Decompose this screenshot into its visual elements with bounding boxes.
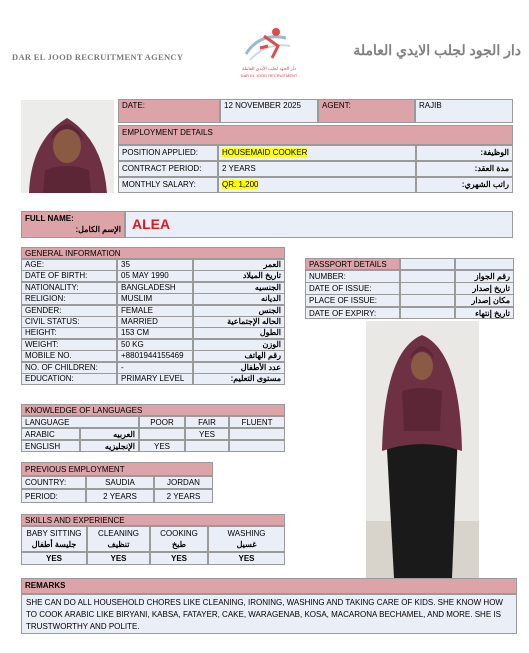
date-value: 12 NOVEMBER 2025 bbox=[220, 99, 318, 123]
general-label-ar: الوزن bbox=[193, 339, 285, 351]
skill-name-ar: تنظيف bbox=[107, 540, 130, 549]
full-name-label-box bbox=[21, 211, 125, 238]
skill-name-ar: طبخ bbox=[172, 540, 186, 549]
employment-value-contract: 2 YEARS bbox=[218, 161, 416, 177]
employment-value-salary bbox=[218, 177, 416, 193]
general-label: NO. OF CHILDREN: bbox=[21, 362, 117, 374]
position-highlight: HOUSEMAID COOKER bbox=[222, 148, 308, 157]
skills-header: SKILLS AND EXPERIENCE bbox=[21, 514, 285, 526]
general-label: GENDER: bbox=[21, 305, 117, 317]
skill-name-en: COOKING bbox=[160, 529, 198, 538]
general-label: WEIGHT: bbox=[21, 339, 117, 351]
passport-header-text: PASSPORT DETAILS bbox=[309, 260, 387, 269]
general-value: BANGLADESH bbox=[117, 282, 193, 294]
lang-col-language: LANGUAGE bbox=[21, 416, 139, 428]
full-name-value: ALEA bbox=[125, 211, 513, 238]
employment-label-contract: CONTRACT PERIOD: bbox=[118, 161, 218, 177]
general-value: 05 MAY 1990 bbox=[117, 270, 193, 282]
lang-level-poor: YES bbox=[139, 440, 185, 452]
agent-value: RAJIB bbox=[415, 99, 513, 123]
general-label: NATIONALITY: bbox=[21, 282, 117, 294]
lang-name-en: ENGLISH bbox=[21, 440, 80, 452]
passport-label-ar: مكان إصدار bbox=[455, 294, 514, 307]
salary-highlight: QR. 1,200 bbox=[222, 180, 259, 189]
general-label-ar: الجنسيه bbox=[193, 282, 285, 294]
lang-col-fair: FAIR bbox=[185, 416, 229, 428]
full-name-label-en: FULL NAME: bbox=[25, 214, 74, 223]
passport-header bbox=[305, 258, 400, 270]
passport-label-ar: تاريخ إصدار bbox=[455, 282, 514, 295]
employment-label-salary: MONTHLY SALARY: bbox=[118, 177, 218, 193]
general-label-ar: الحاله الإجتماعية bbox=[193, 316, 285, 328]
general-value: 153 CM bbox=[117, 327, 193, 339]
lang-level-fair bbox=[185, 440, 229, 452]
skill-title bbox=[21, 526, 87, 552]
passport-label: PLACE OF ISSUE: bbox=[305, 294, 400, 307]
skill-title bbox=[87, 526, 150, 552]
employment-ar-position: الوظيفة: bbox=[416, 145, 513, 161]
general-label-ar: الجنس bbox=[193, 305, 285, 317]
previous-employment-header: PREVIOUS EMPLOYMENT bbox=[21, 462, 213, 476]
skill-title bbox=[208, 526, 285, 552]
skill-value: YES bbox=[21, 552, 87, 565]
general-label: HEIGHT: bbox=[21, 327, 117, 339]
passport-value bbox=[400, 294, 455, 307]
prev-country-1: SAUDIA bbox=[86, 476, 154, 489]
general-value: PRIMARY LEVEL bbox=[117, 373, 193, 385]
passport-label: NUMBER: bbox=[305, 270, 400, 283]
logo-text-ar: دار الجود لجلب الأيدي العاملة bbox=[242, 66, 296, 71]
general-label: DATE OF BIRTH: bbox=[21, 270, 117, 282]
general-value: 35 bbox=[117, 259, 193, 271]
general-value: - bbox=[117, 362, 193, 374]
logo-text-en: DAR EL JOOD RECRUITMENT bbox=[240, 73, 298, 78]
candidate-photo-portrait bbox=[21, 100, 114, 193]
skill-title bbox=[150, 526, 208, 552]
general-value: +8801944155469 bbox=[117, 350, 193, 362]
employment-label-position: POSITION APPLIED: bbox=[118, 145, 218, 161]
agency-name-en: DAR EL JOOD RECRUITMENT AGENCY bbox=[12, 52, 184, 62]
general-label-ar: مستوى التعليم: bbox=[193, 373, 285, 385]
general-value: MARRIED bbox=[117, 316, 193, 328]
skill-name-ar: غسيل bbox=[236, 540, 257, 549]
passport-header-blank-2 bbox=[455, 258, 514, 270]
languages-header: KNOWLEDGE OF LANGUAGES bbox=[21, 404, 285, 416]
prev-country-2: JORDAN bbox=[154, 476, 213, 489]
prev-period-label: PERIOD: bbox=[21, 489, 86, 503]
general-label-ar: تاريخ الميلاد bbox=[193, 270, 285, 282]
skill-value: YES bbox=[150, 552, 208, 565]
remarks-header: REMARKS bbox=[21, 578, 517, 594]
general-label: MOBILE NO. bbox=[21, 350, 117, 362]
agent-label: AGENT: bbox=[318, 99, 415, 123]
general-label-ar: الديانه bbox=[193, 293, 285, 305]
skill-value: YES bbox=[208, 552, 285, 565]
general-value: FEMALE bbox=[117, 305, 193, 317]
header-bar bbox=[0, 0, 529, 95]
lang-level-fluent bbox=[229, 440, 285, 452]
passport-value bbox=[400, 270, 455, 283]
remarks-text: SHE CAN DO ALL HOUSEHOLD CHORES LIKE CLEANING, IRONING, WASHING AND TAKING CARE OF KIDS. SHE KNOW HOW TO COOK ARABIC LIKE BIRYANI, KABSA, FATAYER, CAKE, WARAGENAB, KOSA, MACARONA BECHAMEL, AND MORE. SHE IS TRUSTWORTHY AND POLITE. bbox=[21, 594, 517, 634]
general-value: MUSLIM bbox=[117, 293, 193, 305]
general-label-ar: الطول bbox=[193, 327, 285, 339]
lang-level-fair: YES bbox=[185, 428, 229, 440]
skill-name-ar: جليسة أطفال bbox=[31, 540, 77, 549]
general-label: AGE: bbox=[21, 259, 117, 271]
passport-value bbox=[400, 307, 455, 320]
full-name-label-ar: الإسم الكامل: bbox=[75, 225, 121, 234]
general-value: 50 KG bbox=[117, 339, 193, 351]
passport-label-ar: تاريخ إنتهاء bbox=[455, 307, 514, 320]
lang-level-poor bbox=[139, 428, 185, 440]
general-label: EDUCATION: bbox=[21, 373, 117, 385]
passport-value bbox=[400, 282, 455, 295]
passport-header-blank-1 bbox=[400, 258, 455, 270]
general-info-header: GENERAL INFORMATION bbox=[21, 247, 285, 259]
agency-logo bbox=[238, 24, 298, 80]
lang-name-en: ARABIC bbox=[21, 428, 80, 440]
date-label: DATE: bbox=[118, 99, 220, 123]
lang-col-poor: POOR bbox=[139, 416, 185, 428]
passport-label: DATE OF EXPIRY: bbox=[305, 307, 400, 320]
employment-details-header: EMPLOYMENT DETAILS bbox=[118, 125, 513, 145]
general-label-ar: العمر bbox=[193, 259, 285, 271]
lang-level-fluent bbox=[229, 428, 285, 440]
skill-name-en: CLEANING bbox=[98, 529, 139, 538]
passport-label: DATE OF ISSUE: bbox=[305, 282, 400, 295]
prev-period-2: 2 YEARS bbox=[154, 489, 213, 503]
skill-name-en: BABY SITTING bbox=[26, 529, 82, 538]
candidate-photo-full bbox=[366, 321, 479, 578]
employment-value-position bbox=[218, 145, 416, 161]
passport-label-ar: رقم الجواز bbox=[455, 270, 514, 283]
prev-country-label: COUNTRY: bbox=[21, 476, 86, 489]
prev-period-1: 2 YEARS bbox=[86, 489, 154, 503]
general-label-ar: عدد الأطفال bbox=[193, 362, 285, 374]
employment-ar-contract: مدة العقد: bbox=[416, 161, 513, 177]
general-label-ar: رقم الهاتف bbox=[193, 350, 285, 362]
general-label: CIVIL STATUS: bbox=[21, 316, 117, 328]
lang-col-fluent: FLUENT bbox=[229, 416, 285, 428]
skill-value: YES bbox=[87, 552, 150, 565]
general-label: RELIGION: bbox=[21, 293, 117, 305]
skill-name-en: WASHING bbox=[227, 529, 266, 538]
agency-name-ar: دار الجود لجلب الايدي العاملة bbox=[353, 42, 521, 58]
lang-name-ar: العربيه bbox=[80, 428, 139, 440]
employment-ar-salary: راتب الشهري: bbox=[416, 177, 513, 193]
lang-name-ar: الإنجليزيه bbox=[80, 440, 139, 452]
